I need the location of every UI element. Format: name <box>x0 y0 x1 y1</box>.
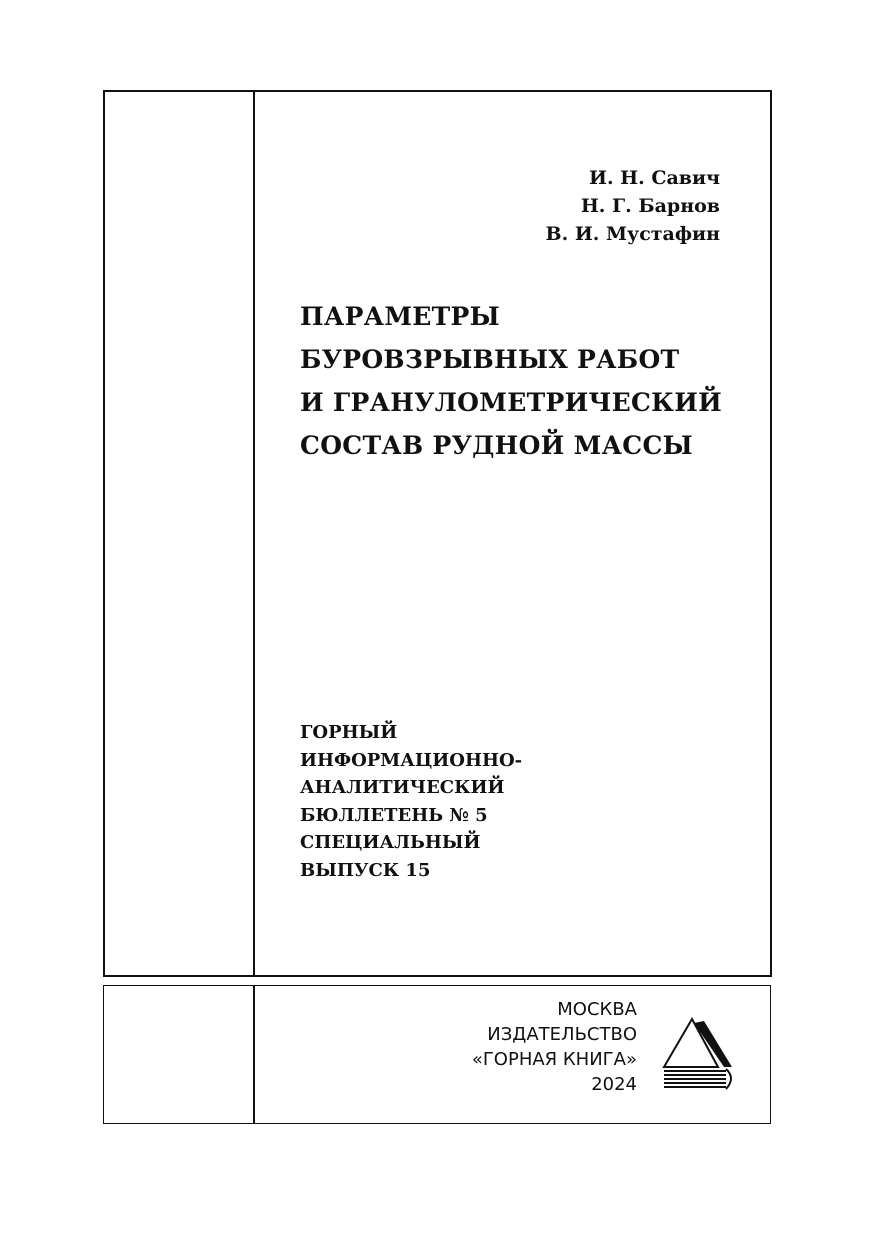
authors-block <box>546 164 720 248</box>
series-line: СПЕЦИАЛЬНЫЙ <box>300 832 481 853</box>
series-line: БЮЛЛЕТЕНЬ № 5 <box>300 804 488 826</box>
title-line: БУРОВЗРЫВНЫХ РАБОТ <box>300 345 680 374</box>
title-line: И ГРАНУЛОМЕТРИЧЕСКИЙ <box>300 388 723 417</box>
author-name: И. Н. Савич <box>589 167 720 189</box>
series-line: ГОРНЫЙ <box>300 722 398 743</box>
series-line: ИНФОРМАЦИОННО- <box>300 749 523 771</box>
series-line: ВЫПУСК 15 <box>300 859 431 881</box>
book-title <box>300 295 740 467</box>
publisher-name: «ГОРНАЯ КНИГА» <box>471 1049 637 1070</box>
author-name: Н. Г. Барнов <box>580 195 720 217</box>
publisher-city: МОСКВА <box>557 999 637 1020</box>
publication-year: 2024 <box>591 1074 637 1095</box>
title-line: ПАРАМЕТРЫ <box>300 302 501 331</box>
series-line: АНАЛИТИЧЕСКИЙ <box>300 777 505 798</box>
series-block <box>300 719 600 884</box>
frame-divider-line <box>253 90 255 975</box>
publisher-imprint <box>472 997 637 1097</box>
publisher-logo-icon <box>660 1017 738 1093</box>
publisher-label: ИЗДАТЕЛЬСТВО <box>487 1024 637 1045</box>
imprint-divider-line <box>253 985 255 1124</box>
author-name: В. И. Мустафин <box>545 223 720 245</box>
title-line: СОСТАВ РУДНОЙ МАССЫ <box>300 431 693 460</box>
